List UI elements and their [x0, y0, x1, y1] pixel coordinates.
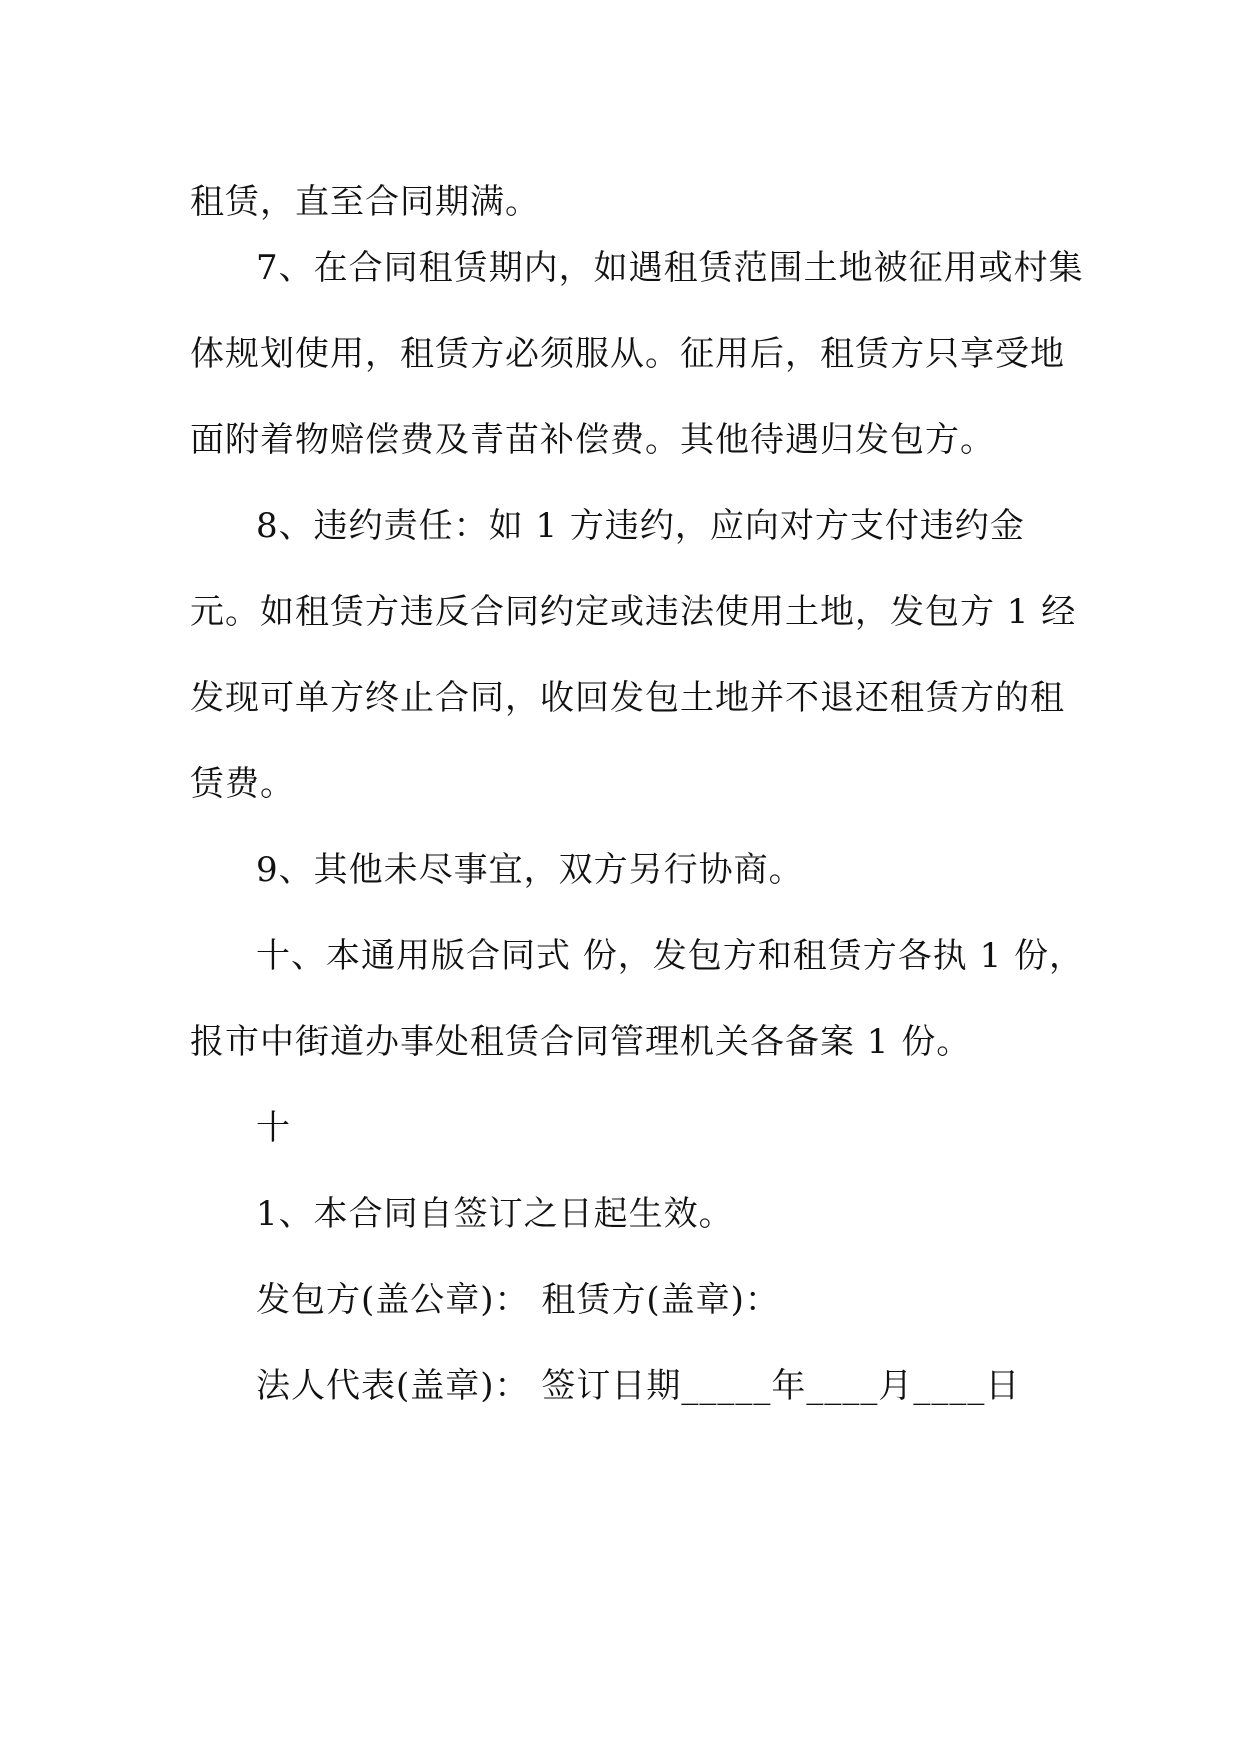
clause-7-line-1: 7、在合同租赁期内，如遇租赁范围土地被征用或村集 [256, 248, 1084, 288]
clause-9: 9、其他未尽事宜，双方另行协商。 [256, 850, 804, 890]
clause-8-line-3: 发现可单方终止合同，收回发包土地并不退还租赁方的租 [190, 678, 1065, 718]
clause-8-line-2: 元。如租赁方违反合同约定或违法使用土地，发包方 1 经 [190, 592, 1077, 632]
text-line-1: 租赁，直至合同期满。 [190, 182, 540, 222]
effective-clause: 1、本合同自签订之日起生效。 [256, 1194, 734, 1234]
clause-8-line-1: 8、违约责任：如 1 方违约，应向对方支付违约金 [256, 506, 1025, 546]
clause-7-line-2: 体规划使用，租赁方必须服从。征用后，租赁方只享受地 [190, 334, 1065, 374]
section-heading: 十 [256, 1108, 291, 1148]
clause-10-line-2: 报市中街道办事处租赁合同管理机关各备案 1 份。 [190, 1022, 972, 1062]
signature-parties: 发包方(盖公章)： 租赁方(盖章)： [256, 1280, 780, 1320]
clause-7-line-3: 面附着物赔偿费及青苗补偿费。其他待遇归发包方。 [190, 420, 995, 460]
clause-10-line-1: 十、本通用版合同式 份，发包方和租赁方各执 1 份， [256, 936, 1085, 976]
signature-date: 法人代表(盖章)： 签订日期_____年____月____日 [256, 1366, 1021, 1406]
clause-8-line-4: 赁费。 [190, 764, 295, 804]
